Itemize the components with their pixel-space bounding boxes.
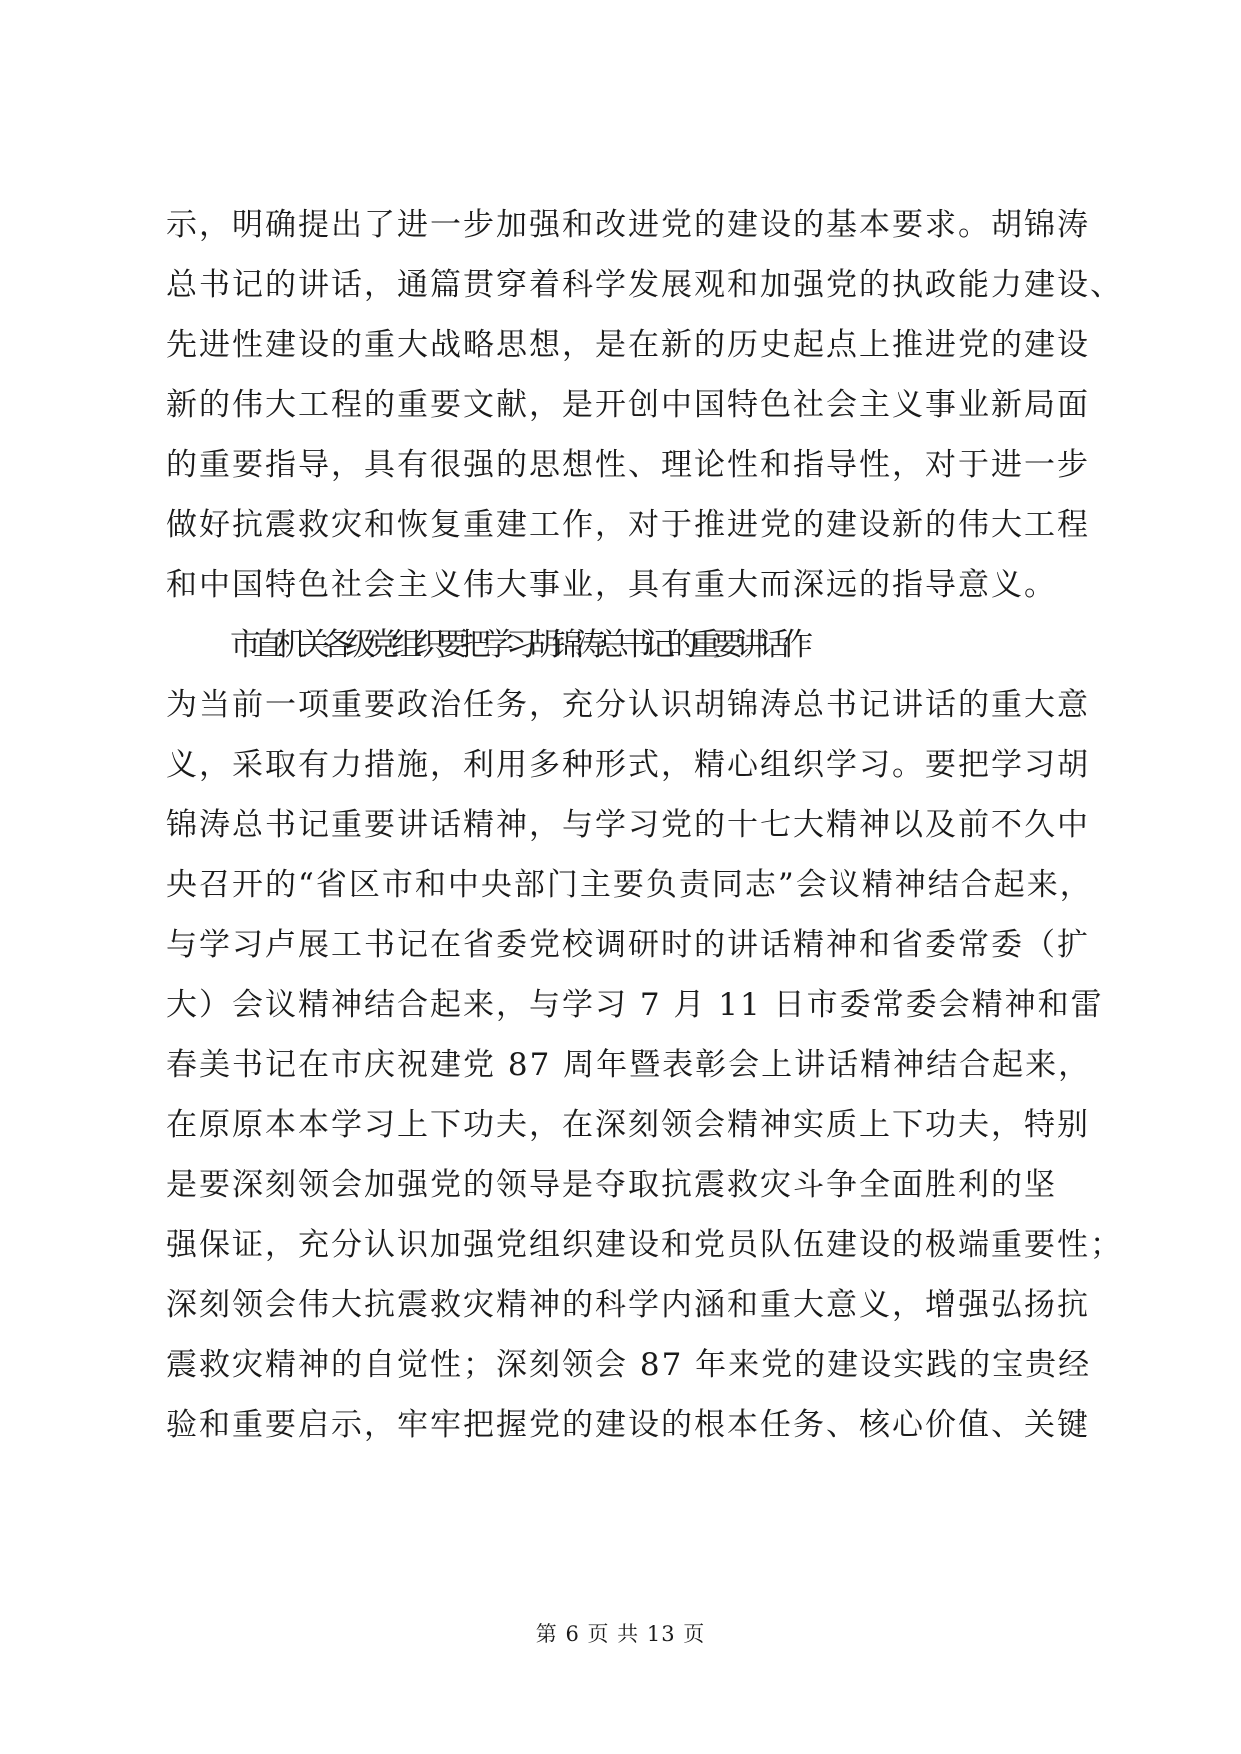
text-line-5: 的重要指导，具有很强的思想性、理论性和指导性，对于进一步 xyxy=(166,447,1090,483)
text-line-14: 大）会议精神结合起来，与学习 7 月 11 日市委常委会精神和雷 xyxy=(166,987,1104,1023)
text-line-2: 总书记的讲话，通篇贯穿着科学发展观和加强党的执政能力建设、 xyxy=(166,267,1123,303)
text-line-11: 锦涛总书记重要讲话精神，与学习党的十七大精神以及前不久中 xyxy=(166,807,1090,843)
page-number-footer: 第 6 页 共 13 页 xyxy=(535,1622,706,1646)
text-line-12: 央召开的“省区市和中央部门主要负责同志”会议精神结合起来， xyxy=(166,867,1093,903)
text-line-6: 做好抗震救灾和恢复重建工作，对于推进党的建设新的伟大工程 xyxy=(166,507,1090,543)
text-line-1: 示，明确提出了进一步加强和改进党的建设的基本要求。胡锦涛 xyxy=(166,207,1090,243)
text-line-3: 先进性建设的重大战略思想，是在新的历史起点上推进党的建设 xyxy=(166,327,1090,363)
text-line-20: 震救灾精神的自觉性；深刻领会 87 年来党的建设实践的宝贵经 xyxy=(166,1347,1092,1383)
text-line-19: 深刻领会伟大抗震救灾精神的科学内涵和重大意义，增强弘扬抗 xyxy=(166,1287,1090,1323)
text-line-7: 和中国特色社会主义伟大事业，具有重大而深远的指导意义。 xyxy=(166,567,1057,603)
text-line-10: 义，采取有力措施，利用多种形式，精心组织学习。要把学习胡 xyxy=(166,747,1090,783)
text-line-9: 为当前一项重要政治任务，充分认识胡锦涛总书记讲话的重大意 xyxy=(166,687,1090,723)
text-line-17: 是要深刻领会加强党的领导是夺取抗震救灾斗争全面胜利的坚 xyxy=(166,1167,1057,1203)
text-line-16: 在原原本本学习上下功夫，在深刻领会精神实质上下功夫，特别 xyxy=(166,1107,1090,1143)
text-line-18: 强保证，充分认识加强党组织建设和党员队伍建设的极端重要性； xyxy=(166,1227,1123,1263)
text-line-13: 与学习卢展工书记在省委党校调研时的讲话精神和省委常委（扩 xyxy=(166,927,1090,963)
paragraph-start-line: 市直机关各级党组织要把学习胡锦涛总书记的重要讲话作 xyxy=(230,627,805,663)
text-line-21: 验和重要启示，牢牢把握党的建设的根本任务、核心价值、关键 xyxy=(166,1407,1090,1443)
text-line-15: 春美书记在市庆祝建党 87 周年暨表彰会上讲话精神结合起来， xyxy=(166,1047,1092,1083)
text-line-4: 新的伟大工程的重要文献，是开创中国特色社会主义事业新局面 xyxy=(166,387,1090,423)
